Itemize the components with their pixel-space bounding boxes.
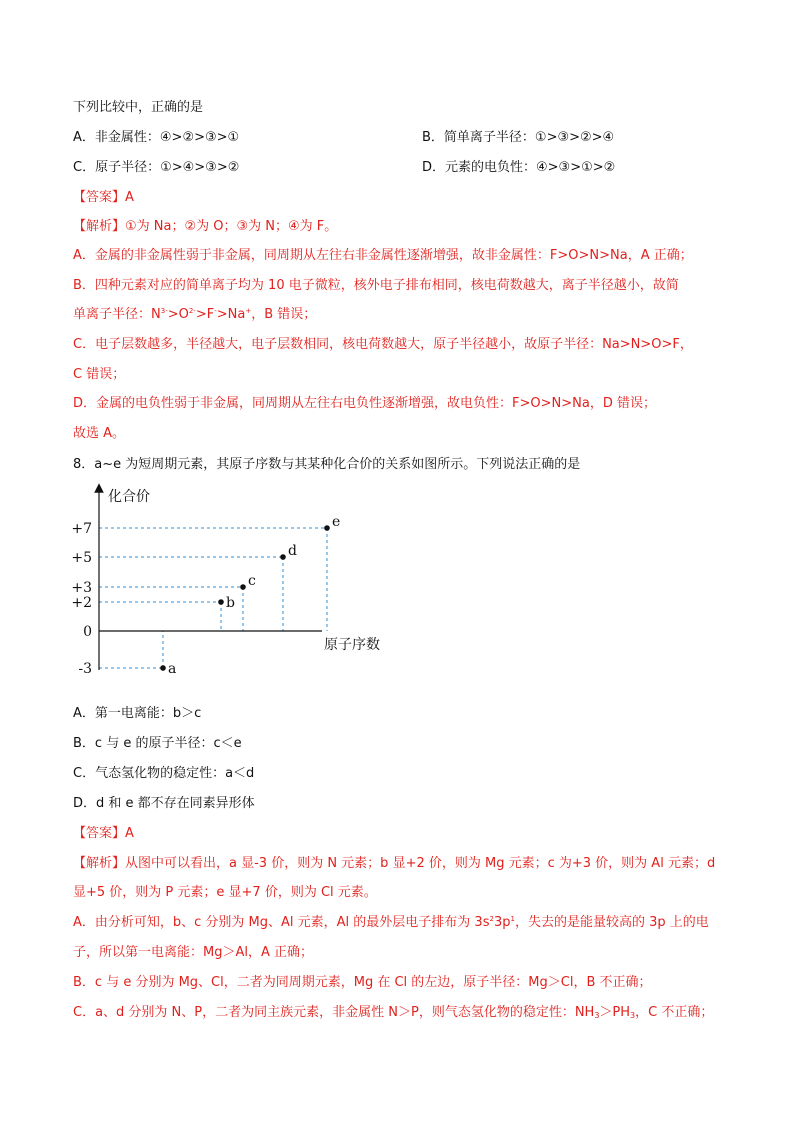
valence-chart	[60, 478, 400, 678]
q7-option-c: C．原子半径：①>④>③>②	[73, 160, 240, 175]
q7-option-d: D．元素的电负性：④>③>①>②	[422, 160, 616, 175]
point-label-e: e	[332, 514, 341, 530]
x-axis-label: 原子序数	[324, 637, 380, 653]
q8-answer: 【答案】A	[73, 826, 134, 841]
q7-options-row2	[73, 158, 616, 178]
q7-option-a: A．非金属性：④>②>③>①	[73, 130, 240, 145]
point-c	[240, 584, 246, 590]
point-label-d: d	[288, 543, 297, 559]
q8-analysis-line1: 【解析】从图中可以看出，a 显-3 价，则为 N 元素；b 显+2 价，则为 Mg 元素；c 为+3 价，则为 Al 元素；d	[73, 856, 716, 871]
y-tick-label: -3	[78, 661, 92, 677]
q7-explain-c-line1: C．电子层数越多，半径越大，电子层数相同，核电荷数越大，原子半径越小，故原子半径：Na>N>O>F，	[73, 337, 693, 352]
q7-explain-c-line2: C 错误；	[73, 367, 126, 382]
q7-explain-a: A．金属的非金属性弱于非金属，同周期从左往右非金属性逐渐增强，故非金属性：F>O>N>Na，A 正确；	[73, 248, 693, 263]
q7-explain-d: D．金属的电负性弱于非金属，同周期从左往右电负性逐渐增强，故电负性：F>O>N>Na，D 错误；	[73, 396, 656, 411]
q7-explain-b-line1: B．四种元素对应的简单离子均为 10 电子微粒，核外电子排布相同，核电荷数越大，离子半径越小，故简	[73, 278, 679, 293]
point-label-c: c	[248, 573, 256, 589]
y-tick-label: +2	[71, 595, 92, 611]
q8-explain-b: B．c 与 e 分别为 Mg、Cl，二者为同周期元素，Mg 在 Cl 的左边，原子半径：Mg＞Cl，B 不正确；	[73, 975, 652, 990]
q8-option-b: B．c 与 e 的原子半径：c＜e	[73, 736, 242, 751]
point-e	[324, 525, 330, 531]
q7-option-b: B．简单离子半径：①>③>②>④	[422, 130, 615, 145]
point-label-b: b	[226, 595, 235, 611]
y-axis-label: 化合价	[108, 489, 150, 505]
q8-explain-c: C．a、d 分别为 N、P，二者为同主族元素，非金属性 N＞P，则气态氢化物的稳定性：$NH_3>PH_3$，C 不正确；	[73, 1005, 714, 1020]
point-label-a: a	[168, 661, 177, 677]
point-d	[280, 554, 286, 560]
q7-options-row1	[73, 128, 615, 148]
q7-conclusion: 故选 A。	[73, 426, 126, 441]
q7-answer: 【答案】A	[73, 190, 134, 205]
q8-analysis-line2: 显+5 价，则为 P 元素；e 显+7 价，则为 Cl 元素。	[73, 885, 377, 900]
q7-stem: 下列比较中，正确的是	[73, 100, 204, 115]
q8-stem: 8．a~e 为短周期元素，其原子序数与其某种化合价的关系如图所示。下列说法正确的是	[73, 457, 581, 472]
y-tick-label: +5	[71, 550, 92, 566]
y-tick-label: 0	[83, 624, 92, 640]
q8-option-a: A．第一电离能：b＞c	[73, 706, 202, 721]
point-b	[218, 599, 224, 605]
q8-explain-a-line1: A．由分析可知，b、c 分别为 Mg、Al 元素，Al 的最外层电子排布为 $3s^23p^1$，失去的是能量较高的 3p 上的电	[73, 915, 709, 930]
q8-option-d: D．d 和 e 都不存在同素异形体	[73, 796, 255, 811]
y-tick-label: +3	[71, 580, 92, 596]
q7-analysis-intro: 【解析】①为 Na；②为 O；③为 N；④为 F。	[73, 219, 338, 234]
point-a	[160, 665, 166, 671]
q8-explain-a-line2: 子，所以第一电离能：Mg＞Al，A 正确；	[73, 945, 313, 960]
q8-option-c: C．气态氢化物的稳定性：a＜d	[73, 766, 255, 781]
q7-explain-b-line2: 单离子半径：$N^{3-}>O^{2-}>F^->Na^+$，B 错误；	[73, 307, 317, 322]
y-tick-label: +7	[71, 521, 92, 537]
